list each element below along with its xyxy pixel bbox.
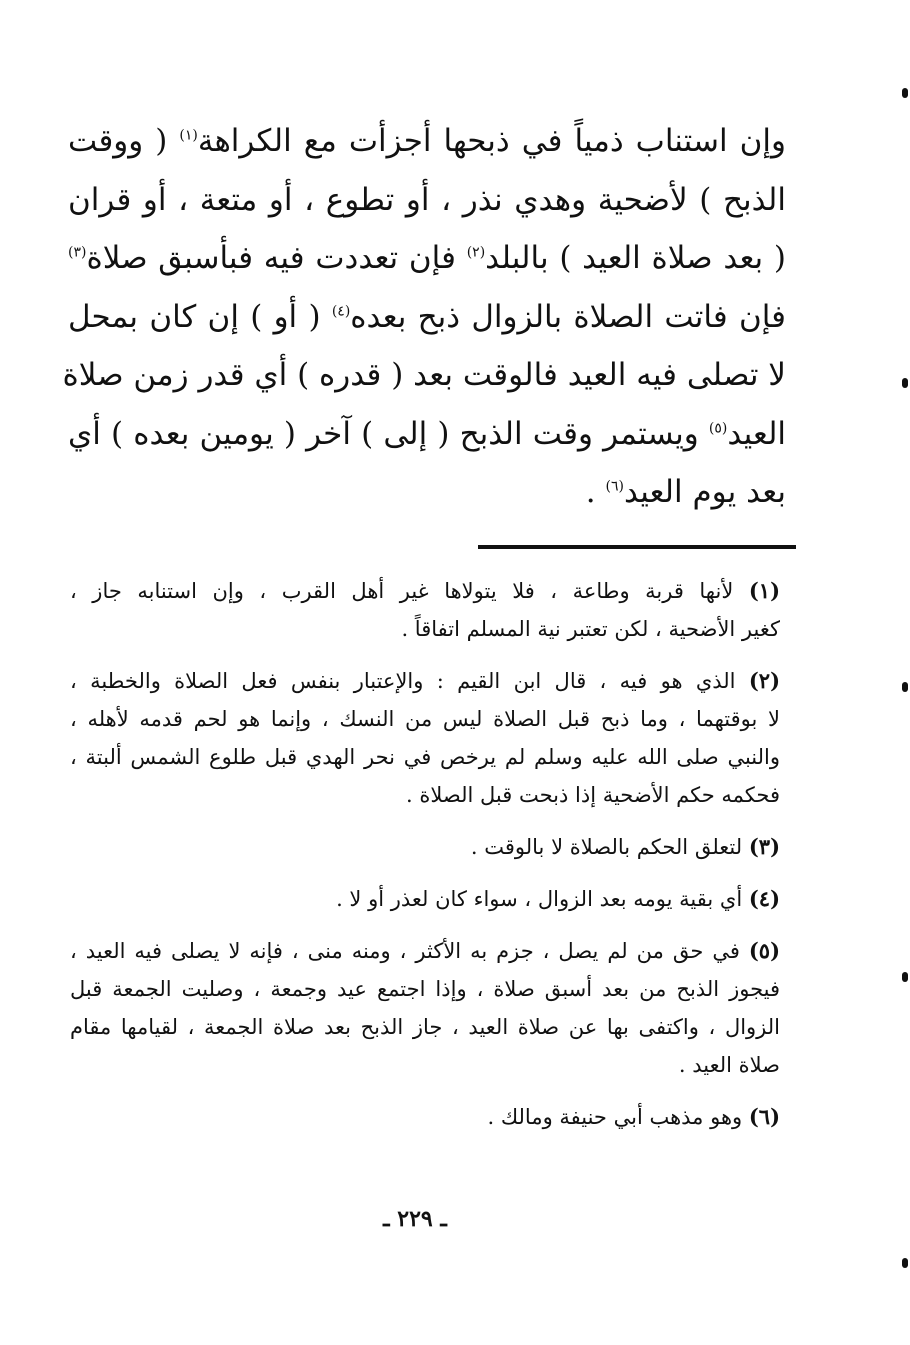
footnote-line <box>70 700 780 738</box>
footnote <box>70 662 780 814</box>
main-text-fragment: فإن تعددت فيه فبأسبق صلاة <box>86 240 456 276</box>
footnote-line <box>70 828 780 866</box>
main-text-line <box>62 346 786 405</box>
main-text-fragment: العيد <box>727 415 786 452</box>
footnote-text: لتعلق الحكم بالصلاة لا بالوقت . <box>470 835 743 859</box>
footnote-text: صلاة العيد . <box>678 1053 780 1077</box>
main-text-line <box>68 288 786 347</box>
main-text-fragment: فإن فاتت الصلاة بالزوال ذبح بعده <box>350 298 786 335</box>
main-text-line <box>68 171 786 230</box>
main-text-line <box>68 405 786 464</box>
footnote-reference: (٤) <box>331 303 351 320</box>
footnote-reference: (٢) <box>466 244 486 261</box>
footnote-line <box>70 572 780 610</box>
footnote-line <box>70 932 780 970</box>
main-text-fragment: الذبح ) لأضحية وهدي نذر ، أو تطوع ، أو متعة ، أو قران <box>68 181 786 218</box>
footnote-line <box>70 662 780 700</box>
footnote <box>70 932 780 1084</box>
footnote-number: (١) <box>748 578 780 603</box>
main-text-fragment: . <box>585 474 596 510</box>
footnote <box>70 880 780 918</box>
main-text-block <box>62 112 787 522</box>
footnote-number: (٣) <box>748 834 780 859</box>
scan-speck <box>902 972 908 982</box>
main-text-fragment: ( ووقت <box>68 123 168 159</box>
footnote-line <box>70 1008 780 1046</box>
footnote-reference: (٣) <box>68 244 87 261</box>
footnote-text: لأنها قربة وطاعة ، فلا يتولاها غير أهل القرب ، وإن استنابه جاز ، <box>70 579 734 603</box>
footnote-number: (٢) <box>748 668 780 693</box>
scan-speck <box>902 682 908 692</box>
scan-speck <box>902 88 908 98</box>
footnote <box>70 828 780 866</box>
footnote-text: فيجوز الذبح من بعد أسبق صلاة ، وإذا اجتمع عيد وجمعة ، وصليت الجمعة قبل <box>70 977 780 1001</box>
main-text-fragment: ( أو ) إن كان بمحل <box>68 298 321 335</box>
footnote-text: والنبي صلى الله عليه وسلم لم يرخص في نحر الهدي قبل طلوع الشمس ألبتة ، <box>70 745 780 769</box>
footnote-text: لا بوقتهما ، وما ذبح قبل الصلاة ليس من النسك ، وإنما هو لحم قدمه لأهله ، <box>70 707 780 731</box>
footnote-line <box>70 970 780 1008</box>
footnote-line <box>70 738 780 776</box>
footnote <box>70 572 780 648</box>
footnote-text: أي بقية يومه بعد الزوال ، سواء كان لعذر أو لا . <box>336 887 743 911</box>
footnote-text: الذي هو فيه ، قال ابن القيم : والإعتبار بنفس فعل الصلاة والخطبة ، <box>70 669 736 693</box>
footnote-number: (٦) <box>748 1104 780 1129</box>
footnote-line <box>70 1046 780 1084</box>
footnote-line <box>70 1098 780 1136</box>
main-text-fragment: ( بعد صلاة العيد ) بالبلد <box>485 240 787 276</box>
footnote-line <box>70 610 780 648</box>
main-text-line <box>68 229 786 288</box>
footnote-line <box>70 880 780 918</box>
footnote-text: فحكمه حكم الأضحية إذا ذبحت قبل الصلاة . <box>406 783 780 807</box>
main-text-fragment: ويستمر وقت الذبح ( إلى ) آخر ( يومين بعده ) أي <box>68 415 699 452</box>
footnotes-section <box>70 572 780 1150</box>
footnote-number: (٥) <box>748 938 780 963</box>
footnote-reference: (٥) <box>708 420 728 437</box>
footnote-divider <box>478 545 796 549</box>
footnote-text: كغير الأضحية ، لكن تعتبر نية المسلم اتفاقاً . <box>401 617 780 641</box>
main-text-fragment: لا تصلى فيه العيد فالوقت بعد ( قدره ) أي قدر زمن صلاة <box>62 357 786 393</box>
footnote-reference: (٦) <box>605 478 624 495</box>
footnote <box>70 1098 780 1136</box>
footnote-text: وهو مذهب أبي حنيفة ومالك . <box>487 1105 743 1129</box>
main-text-fragment: وإن استناب ذمياً في ذبحها أجزأت مع الكراهة <box>197 123 786 159</box>
footnote-text: الزوال ، واكتفى بها عن صلاة العيد ، جاز الذبح بعد صلاة الجمعة ، لقيامها مقام <box>70 1015 780 1039</box>
footnote-number: (٤) <box>748 886 780 911</box>
main-text-line <box>68 463 786 522</box>
scan-speck <box>902 1258 908 1268</box>
page-number: ـ ٢٢٩ ـ <box>383 1206 447 1232</box>
footnote-text: في حق من لم يصل ، جزم به الأكثر ، ومنه منى ، فإنه لا يصلى فيه العيد ، <box>70 939 740 963</box>
main-text-line <box>68 112 786 171</box>
scan-speck <box>902 378 908 388</box>
footnote-line <box>70 776 780 814</box>
footnote-reference: (١) <box>179 127 198 144</box>
main-text-fragment: بعد يوم العيد <box>623 474 786 510</box>
